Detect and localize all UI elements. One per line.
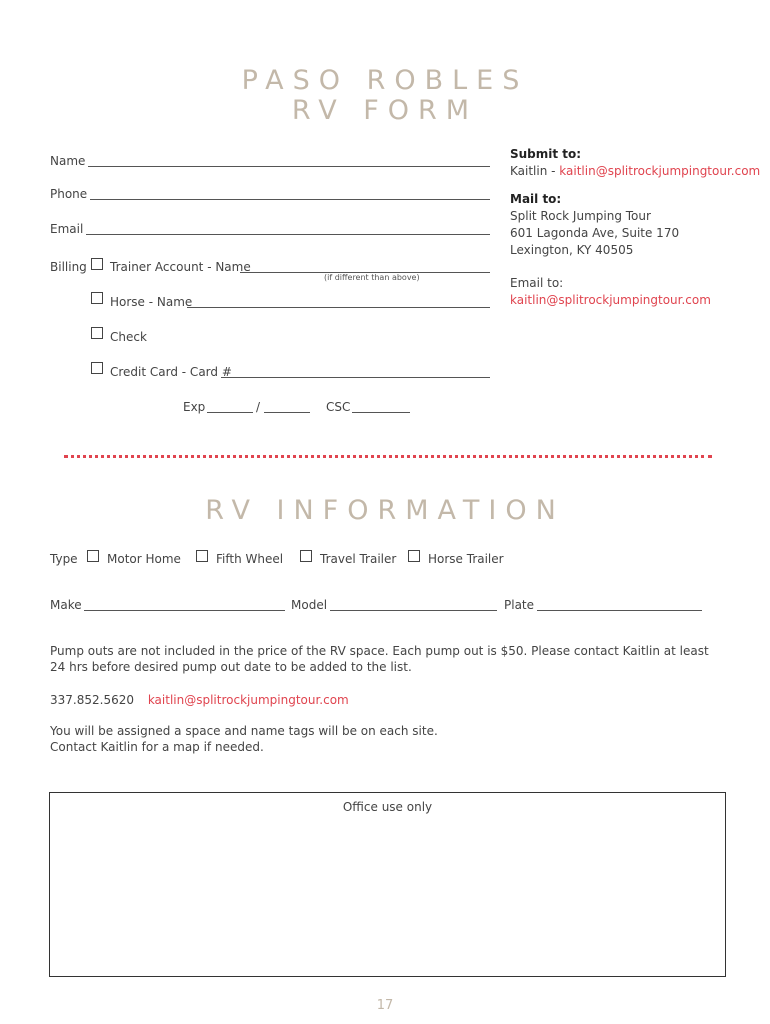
office-use-box [49, 792, 726, 977]
mail-line1: Split Rock Jumping Tour [510, 209, 651, 223]
assignment-line1: You will be assigned a space and name tags will be on each site. [50, 724, 438, 738]
submit-name: Kaitlin - [510, 164, 560, 178]
trainer-note: (if different than above) [324, 273, 420, 282]
dotted-divider [64, 455, 712, 458]
exp-year-field[interactable] [264, 412, 310, 413]
horse-name-checkbox[interactable] [91, 292, 103, 304]
contact-phone: 337.852.5620 [50, 693, 134, 707]
phone-label: Phone [50, 187, 88, 201]
pump-out-line2: 24 hrs before desired pump out date to be added to the list. [50, 660, 412, 674]
plate-field[interactable] [537, 610, 702, 611]
motor-home-label: Motor Home [107, 552, 181, 566]
model-label: Model [291, 598, 328, 612]
page-number: 17 [376, 998, 394, 1013]
contact-email-link[interactable]: kaitlin@splitrockjumpingtour.com [147, 693, 349, 707]
email-heading: Email to: [510, 276, 564, 290]
trainer-account-checkbox[interactable] [91, 258, 103, 270]
horse-trailer-label: Horse Trailer [428, 552, 504, 566]
office-use-label: Office use only [342, 800, 433, 814]
travel-trailer-checkbox[interactable] [300, 550, 312, 562]
phone-field[interactable] [90, 199, 490, 200]
model-field[interactable] [330, 610, 497, 611]
travel-trailer-label: Travel Trailer [320, 552, 397, 566]
exp-label: Exp [183, 400, 206, 414]
email-field[interactable] [86, 234, 490, 235]
credit-card-label: Credit Card - Card # [110, 365, 232, 379]
horse-name-field[interactable] [187, 307, 490, 308]
form-title-line1: PASO ROBLES [241, 65, 529, 96]
csc-field[interactable] [352, 412, 410, 413]
contact-line [50, 692, 349, 708]
fifth-wheel-checkbox[interactable] [196, 550, 208, 562]
rv-information-title: RV INFORMATION [205, 495, 565, 526]
form-title-line2: RV FORM [291, 95, 479, 126]
trainer-account-label: Trainer Account - Name [110, 260, 251, 274]
exp-month-field[interactable] [207, 412, 253, 413]
check-checkbox[interactable] [91, 327, 103, 339]
email-to-link[interactable]: kaitlin@splitrockjumpingtour.com [510, 293, 711, 307]
credit-card-checkbox[interactable] [91, 362, 103, 374]
exp-separator: / [256, 400, 261, 414]
submit-email-link[interactable]: kaitlin@splitrockjumpingtour.com [559, 164, 761, 178]
mail-line3: Lexington, KY 40505 [510, 243, 634, 257]
name-field[interactable] [88, 166, 490, 167]
pump-out-line1: Pump outs are not included in the price of the RV space. Each pump out is $50. Please contact Kaitlin at least [50, 644, 709, 658]
fifth-wheel-label: Fifth Wheel [216, 552, 284, 566]
horse-trailer-checkbox[interactable] [408, 550, 420, 562]
horse-name-label: Horse - Name [110, 295, 193, 309]
make-field[interactable] [84, 610, 285, 611]
submit-contact [510, 163, 760, 180]
motor-home-checkbox[interactable] [87, 550, 99, 562]
billing-label: Billing [50, 260, 87, 274]
assignment-line2: Contact Kaitlin for a map if needed. [50, 740, 264, 754]
make-label: Make [50, 598, 82, 612]
email-label: Email [50, 222, 84, 236]
submit-heading: Submit to: [510, 147, 582, 161]
card-number-field[interactable] [221, 377, 490, 378]
check-label: Check [110, 330, 147, 344]
name-label: Name [50, 154, 86, 168]
plate-label: Plate [504, 598, 535, 612]
mail-heading: Mail to: [510, 192, 562, 206]
csc-label: CSC [326, 400, 351, 414]
mail-line2: 601 Lagonda Ave, Suite 170 [510, 226, 680, 240]
type-label: Type [50, 552, 78, 566]
